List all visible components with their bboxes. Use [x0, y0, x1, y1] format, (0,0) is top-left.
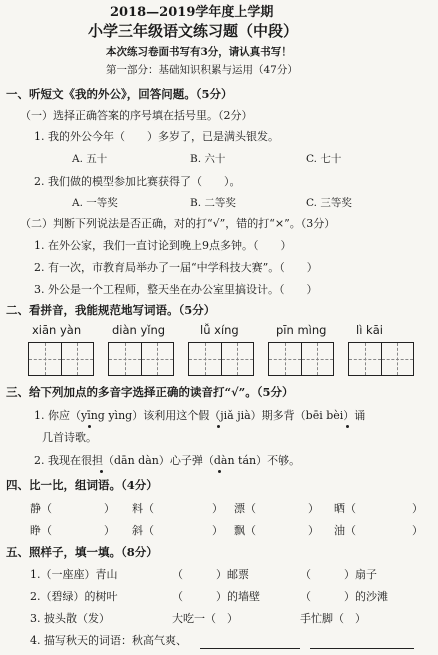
compare-char: 料（	[132, 502, 154, 515]
compare-char: 静（	[30, 502, 52, 515]
emphasis-dot	[88, 425, 91, 428]
question-1: 1. 我的外公今年（ ）多岁了，已是满头银发。	[34, 130, 279, 143]
q2-option-c: C. 三等奖	[306, 197, 352, 209]
polyphone-line-2: 2. 我现在很担（dān dàn）心子弹（dàn tán）不够。	[34, 454, 301, 467]
tianzige-grid-2[interactable]	[108, 342, 174, 376]
compare-char: 飘（	[234, 524, 256, 537]
pinyin-5: lì kāi	[356, 323, 383, 337]
judge-3: 3. 外公是一个工程师，整天坐在办公室里搞设计。（ ）	[34, 283, 318, 296]
pattern-3a: 3. 披头散（发）	[30, 612, 110, 625]
pinyin-2: diàn yǐng	[112, 323, 166, 337]
q2-option-a: A. 一等奖	[72, 197, 118, 209]
emphasis-dot	[346, 425, 349, 428]
pattern-2a: 2.（碧绿）的树叶	[30, 590, 118, 603]
section1-title: 一、听短文《我的外公》，回答问题。（5分）	[6, 87, 233, 101]
compare-paren: ）	[212, 524, 223, 537]
emphasis-dot	[100, 470, 103, 473]
part-title: 第一部分：基础知识积累与运用（47分）	[106, 64, 298, 76]
q1-option-b: B. 六十	[190, 153, 226, 165]
compare-paren: ）	[308, 524, 319, 537]
pattern-3b: 大吃一（ ）	[172, 612, 238, 625]
q2-option-b: B. 二等奖	[190, 197, 236, 209]
section3-title: 三、给下列加点的多音字选择正确的读音打“√”。（5分）	[6, 385, 294, 399]
compare-char: 晒（	[334, 502, 356, 515]
compare-paren: ）	[104, 502, 115, 515]
pattern-3c: 手忙脚（ ）	[300, 612, 366, 625]
section4-title: 四、比一比，组词语。（4分）	[6, 478, 158, 492]
pattern-2c: （ ）的沙滩	[300, 590, 388, 603]
pinyin-4: pīn mìng	[276, 323, 327, 337]
judge-1: 1. 在外公家，我们一直讨论到晚上9点多钟。（ ）	[34, 239, 292, 252]
compare-paren: ）	[412, 524, 423, 537]
pattern-4: 4. 描写秋天的词语：秋高气爽、	[30, 634, 187, 647]
compare-paren: ）	[308, 502, 319, 515]
polyphone-line-1: 1. 你应（yīng yìng）该利用这个假（jiǎ jià）期多背（bēi bèi）诵	[34, 409, 366, 422]
emphasis-dot	[218, 470, 221, 473]
pinyin-1: xiān yàn	[32, 323, 82, 337]
judge-2: 2. 有一次，市教育局举办了一届“中学科技大赛”。（ ）	[34, 261, 318, 274]
emphasis-dot	[217, 425, 220, 428]
compare-char: 油（	[334, 524, 356, 537]
q1-option-a: A. 五十	[72, 153, 108, 165]
section2-title: 二、看拼音，我能规范地写词语。（5分）	[6, 303, 216, 317]
tianzige-grid-5[interactable]	[348, 342, 414, 376]
compare-paren: ）	[412, 502, 423, 515]
polyphone-line-1b: 几首诗歌。	[42, 431, 97, 444]
answer-blank[interactable]	[310, 648, 414, 649]
compare-paren: ）	[212, 502, 223, 515]
question-2: 2. 我们做的模型参加比赛获得了（ ）。	[34, 175, 241, 188]
section5-title: 五、照样子，填一填。（8分）	[6, 545, 158, 559]
main-title: 小学三年级语文练习题（中段）	[88, 22, 299, 40]
tianzige-grid-1[interactable]	[28, 342, 94, 376]
year-title: 2018—2019学年度上学期	[110, 5, 274, 20]
tianzige-grid-4[interactable]	[268, 342, 334, 376]
compare-char: 斜（	[132, 524, 154, 537]
pattern-1c: （ ）扇子	[300, 568, 377, 581]
pattern-2b: （ ）的墙壁	[172, 590, 260, 603]
answer-blank[interactable]	[200, 648, 300, 649]
pattern-1b: （ ）邮票	[172, 568, 249, 581]
writing-note: 本次练习卷面书写有3分，请认真书写！	[106, 46, 292, 58]
section1-sub2: （二）判断下列说法是否正确，对的打“√”，错的打“×”。（3分）	[20, 217, 336, 230]
tianzige-grid-3[interactable]	[188, 342, 254, 376]
compare-char: 睁（	[30, 524, 52, 537]
pattern-1a: 1.（一座座）青山	[30, 568, 118, 581]
compare-char: 漂（	[234, 502, 256, 515]
pinyin-3: lǚ xíng	[200, 323, 239, 337]
compare-paren: ）	[104, 524, 115, 537]
section1-sub1: （一）选择正确答案的序号填在括号里。（2分）	[20, 109, 253, 122]
q1-option-c: C. 七十	[306, 153, 342, 165]
